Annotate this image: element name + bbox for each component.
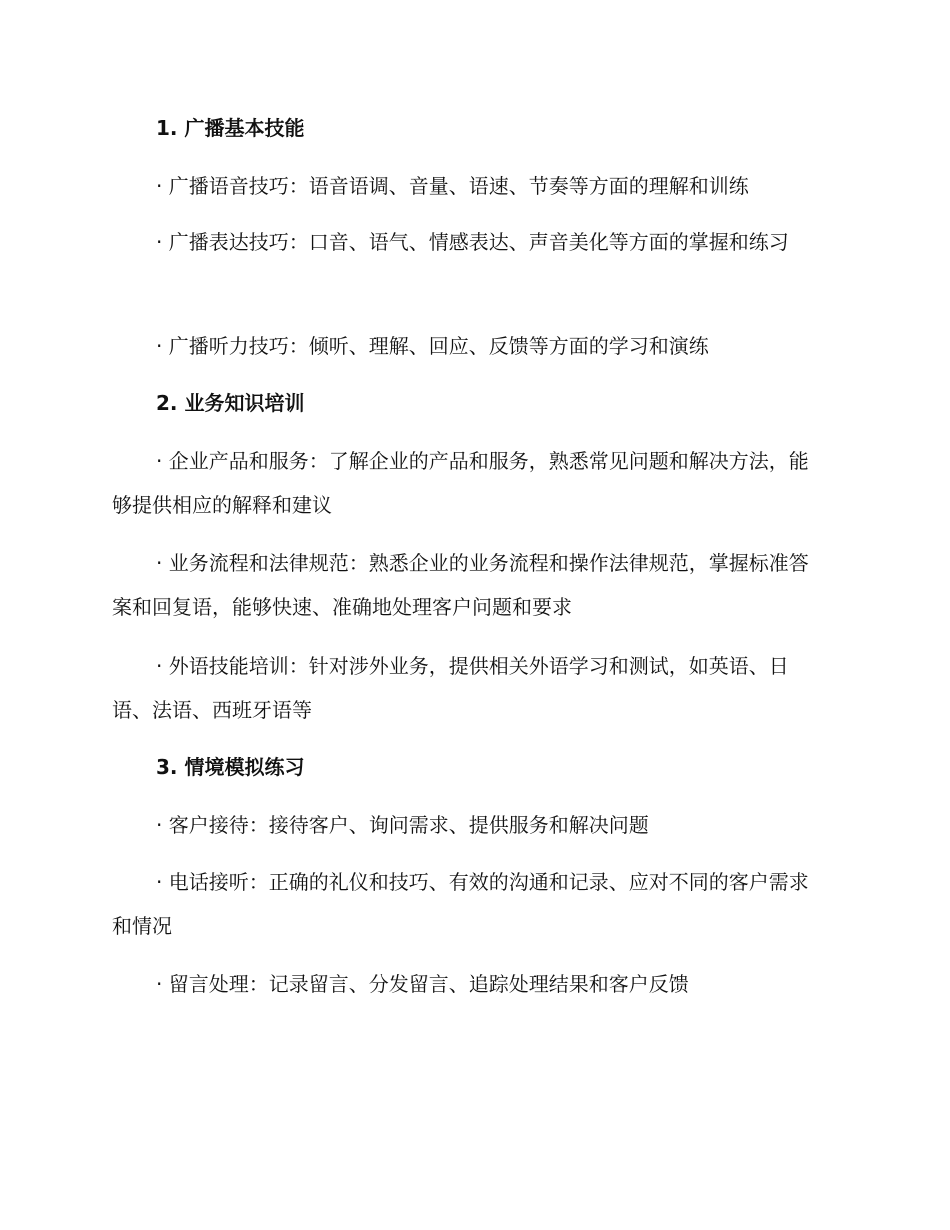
list-item: · 客户接待：接待客户、询问需求、提供服务和解决问题: [156, 813, 649, 837]
list-item: · 外语技能培训：针对涉外业务，提供相关外语学习和测试，如英语、日语、法语、西班牙语等: [112, 654, 789, 722]
list-item: · 广播语音技巧：语音语调、音量、语速、节奏等方面的理解和训练: [156, 174, 749, 198]
section-heading-3: 3. 情境模拟练习: [156, 755, 305, 779]
list-item: · 企业产品和服务：了解企业的产品和服务，熟悉常见问题和解决方法，能够提供相应的解释和建议: [112, 449, 809, 517]
list-item: · 留言处理：记录留言、分发留言、追踪处理结果和客户反馈: [156, 972, 689, 996]
section-heading-1: 1. 广播基本技能: [156, 116, 305, 140]
list-item: · 广播听力技巧：倾听、理解、回应、反馈等方面的学习和演练: [156, 334, 709, 358]
list-item: · 电话接听：正确的礼仪和技巧、有效的沟通和记录、应对不同的客户需求和情况: [112, 870, 809, 938]
list-item: · 广播表达技巧：口音、语气、情感表达、声音美化等方面的掌握和练习: [156, 230, 789, 254]
list-item: · 业务流程和法律规范：熟悉企业的业务流程和操作法律规范，掌握标准答案和回复语，能够快速、准确地处理客户问题和要求: [112, 551, 809, 619]
section-heading-2: 2. 业务知识培训: [156, 391, 305, 415]
